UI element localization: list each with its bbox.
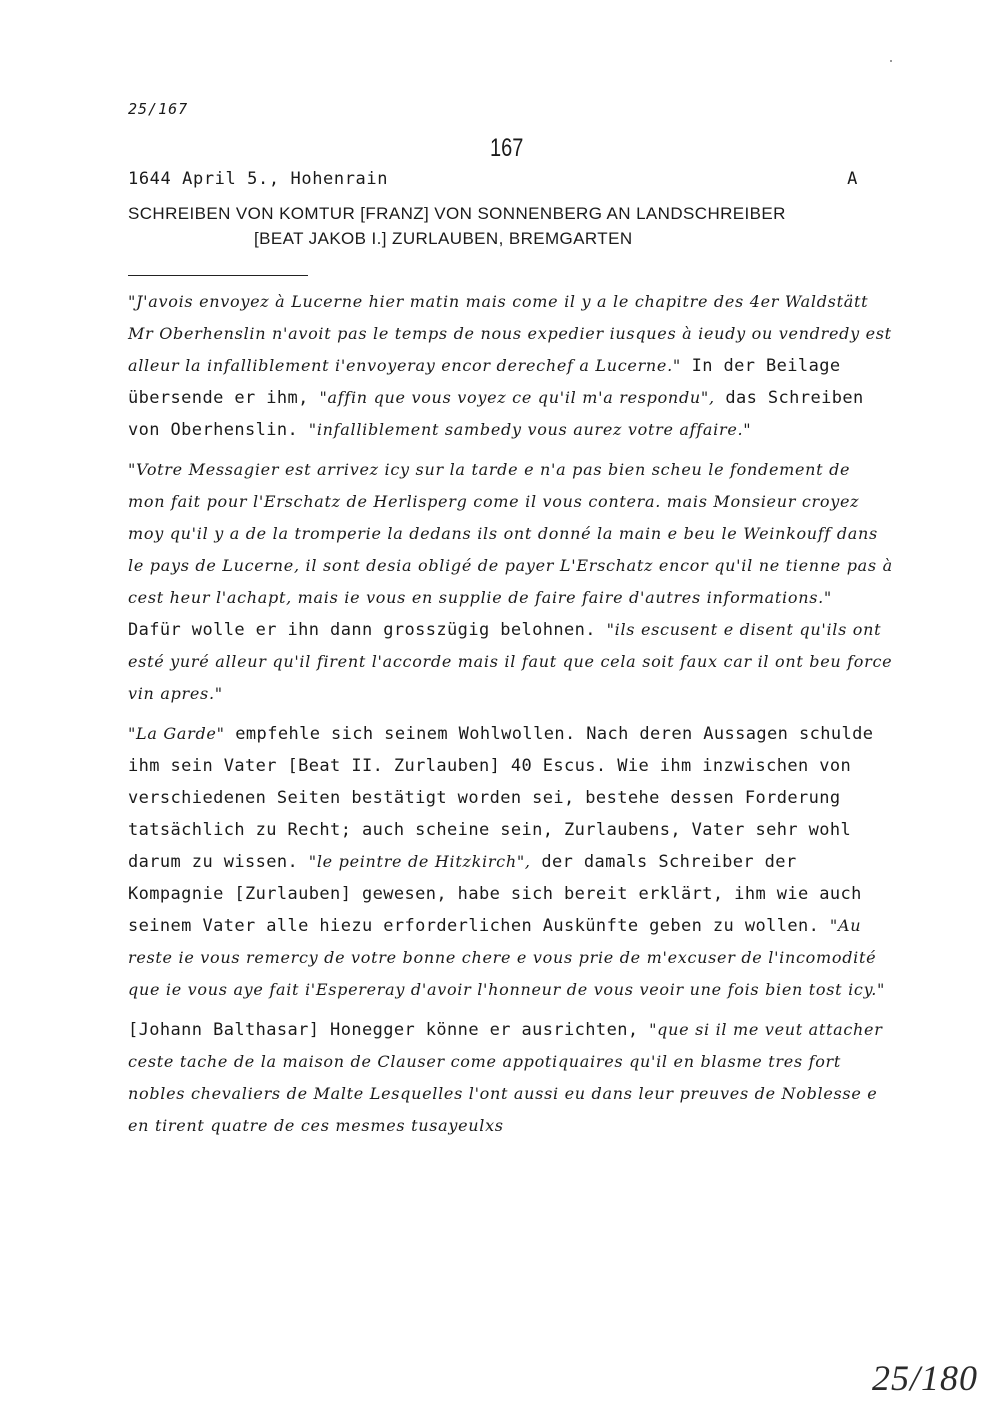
french-quote: "infalliblement sambedy vous aurez votre affaire." [308,420,752,439]
document-heading [128,169,858,189]
archive-number: 25/180 [872,1358,979,1398]
separator-rule [128,275,308,276]
french-quote: "La Garde" [128,724,225,743]
german-summary: das Schreiben von Oberhenslin. [128,388,864,440]
page-number: 167 [490,134,524,162]
document-title [128,201,868,251]
german-summary: [Johann Balthasar] Honegger könne er ausrichten, [128,1020,650,1040]
french-quote: "affin que vous voyez ce qu'il m'a respondu", [319,388,715,407]
german-summary: empfehle sich seinem Wohlwollen. Nach deren Aussagen schulde ihm sein Vater [Beat II. Zurlauben] 40 Escus. Wie ihm inzwischen von verschiedenen Seiten bestätigt worden sei, bestehe dessen Forderung tatsächlich zu Recht; auch scheine sein, Zurlaubens, Vater sehr wohl darum zu wissen. [128,724,874,872]
scan-speck [890,60,892,62]
french-quote: "que si il me veut attacher ceste tache de la maison de Clauser come appotiquaires qu'il en blasme tres fort nobles chevaliers de Malte Lesquelles l'ont aussi eu dans leur preuves de Noblesse e en tirent quatre de ces mesmes tusayeulxs [128,1020,883,1135]
letter-body [128,286,893,1142]
document-marker: A [847,169,858,189]
body-paragraph [128,286,893,446]
french-quote: "le peintre de Hitzkirch", [308,852,531,871]
french-quote: "Votre Messagier est arrivez icy sur la tarde e n'a pas bien scheu le fondement de mon fait pour l'Erschatz de Herlisperg come il vous contera. mais Monsieur croyez moy qu'il y a de la tromperie la dedans ils ont donné la main e beu le Weinkouff dans le pays de Lucerne, il sont desia obligé de payer L'Erschatz encor qu'il ne tienne pas à cest heur l'achapt, mais ie vous en supplie de faire faire d'autres informations." [128,460,893,607]
body-paragraph [128,1014,893,1142]
body-paragraph [128,454,893,710]
title-line-1: SCHREIBEN VON KOMTUR [FRANZ] VON SONNENBERG AN LANDSCHREIBER [128,204,786,223]
page-reference: 25/167 [128,100,189,118]
german-summary: Dafür wolle er ihn dann grosszügig belohnen. [128,620,607,640]
title-line-2: [BEAT JAKOB I.] ZURLAUBEN, BREMGARTEN [254,229,633,248]
german-summary: der damals Schreiber der Kompagnie [Zurlauben] gewesen, habe sich bereit erklärt, ihm wie auch seinem Vater alle hiezu erforderlichen Auskünfte geben zu wollen. [128,852,862,936]
german-summary: In der Beilage übersende er ihm, [128,356,841,408]
date-place: 1644 April 5., Hohenrain [128,169,389,189]
french-quote: "Au reste ie vous remercy de votre bonne chere e vous prie de m'excuser de l'incomodité que ie vous aye fait i'Espereray d'avoir l'honneur de vous veoir une fois bien tost icy." [128,916,886,999]
body-paragraph [128,718,893,1006]
french-quote: "J'avois envoyez à Lucerne hier matin mais come il y a le chapitre des 4er Waldstätt Mr Oberhenslin n'avoit pas le temps de nous expedier iusques à ieudy ou vendredy est alleur la infalliblement i'envoyeray encor derechef a Lucerne." [128,292,892,375]
french-quote: "ils escusent e disent qu'ils ont esté yuré alleur qu'il firent l'accorde mais il faut que cela soit faux car il ont beu force vin apres." [128,620,893,703]
